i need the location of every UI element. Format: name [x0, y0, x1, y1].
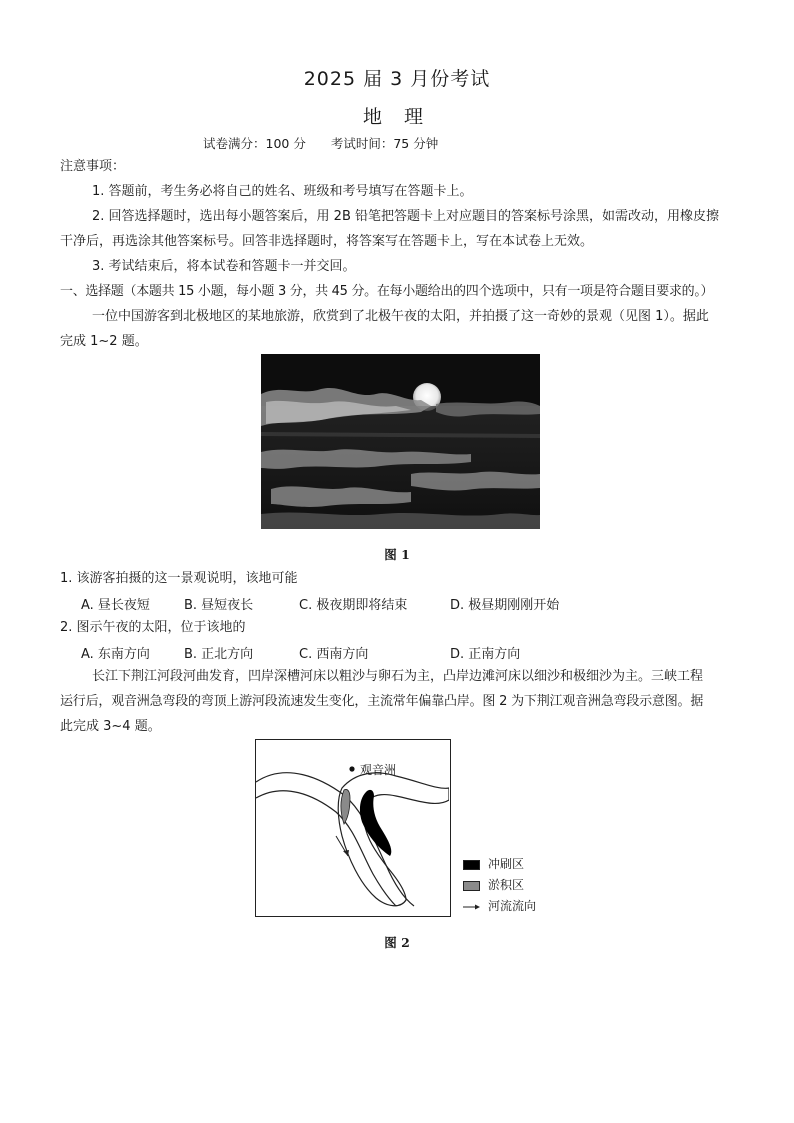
outer-bank	[256, 773, 414, 906]
notice-item-2-line-1: 2. 回答选择题时，选出每小题答案后，用 2B 铅笔把答题卡上对应题目的答案标号涂黑，如需改动，用橡皮擦	[92, 209, 719, 224]
figure-1-caption: 图 1	[384, 547, 410, 562]
guanyinzhou-marker	[349, 766, 354, 771]
river-bend-diagram	[256, 740, 449, 915]
question-2-option-c[interactable]: C. 西南方向	[299, 647, 369, 662]
notice-heading: 注意事项：	[60, 159, 126, 174]
figure-2-caption: 图 2	[384, 935, 410, 950]
notice-item-3: 3. 考试结束后，将本试卷和答题卡一并交回。	[92, 259, 356, 274]
erosion-area	[360, 790, 391, 856]
notice-item-2-line-2: 干净后，再选涂其他答案标号。回答非选择题时，将答案写在答题卡上，写在本试卷上无效。	[60, 234, 594, 249]
river-bend-map	[255, 739, 451, 917]
guanyinzhou-label: 观音洲	[360, 763, 397, 777]
question-1-option-c[interactable]: C. 极夜期即将结束	[299, 598, 408, 613]
legend-flow-label: 河流流向	[488, 899, 537, 913]
question-2-stem: 2. 图示午夜的太阳，位于该地的	[60, 620, 246, 635]
intro-2-line-3: 此完成 3~4 题。	[60, 719, 161, 734]
legend-flow	[463, 897, 536, 914]
question-2-option-b[interactable]: B. 正北方向	[184, 647, 254, 662]
intro-1-line-2: 完成 1~2 题。	[60, 334, 148, 349]
river-channel-outer	[338, 773, 449, 906]
exam-meta: 试卷满分：100 分 考试时间：75 分钟	[203, 136, 439, 151]
question-1-option-b[interactable]: B. 昼短夜长	[184, 598, 254, 613]
deposition-area	[341, 789, 350, 824]
deposition-swatch	[463, 881, 480, 891]
exam-title: 2025 届 3 月份考试	[303, 68, 491, 90]
section-heading: 一、选择题（本题共 15 小题，每小题 3 分，共 45 分。在每小题给出的四个选项中，只有一项是符合题目要求的。）	[60, 284, 714, 299]
legend-erosion	[463, 855, 524, 872]
question-1-stem: 1. 该游客拍摄的这一景观说明，该地可能	[60, 571, 298, 586]
flow-direction-icon	[463, 902, 480, 912]
midnight-sun-scene	[261, 354, 540, 529]
flow-arrow-head	[343, 850, 349, 856]
outer-bank-upper	[256, 791, 396, 906]
question-1-option-a[interactable]: A. 昼长夜短	[81, 598, 150, 613]
question-2-option-d[interactable]: D. 正南方向	[450, 647, 521, 662]
question-1-option-d[interactable]: D. 极昼期刚刚开始	[450, 598, 560, 613]
intro-1-line-1: 一位中国游客到北极地区的某地旅游，欣赏到了北极午夜的太阳，并拍摄了这一奇妙的景观（见图 1）。据此	[92, 309, 709, 324]
erosion-swatch	[463, 860, 480, 870]
legend-deposition-label: 淤积区	[488, 878, 525, 892]
intro-2-line-1: 长江下荆江河段河曲发育，凹岸深槽河床以粗沙与卵石为主，凸岸边滩河床以细沙和极细沙为主。三峡工程	[92, 669, 704, 684]
legend-erosion-label: 冲刷区	[488, 857, 525, 871]
legend-deposition	[463, 876, 524, 893]
question-2-option-a[interactable]: A. 东南方向	[81, 647, 150, 662]
subject-title: 地 理	[362, 106, 432, 128]
midnight-sun-photo	[261, 354, 540, 529]
notice-item-1: 1. 答题前，考生务必将自己的姓名、班级和考号填写在答题卡上。	[92, 184, 473, 199]
intro-2-line-2: 运行后，观音洲急弯段的弯顶上游河段流速发生变化，主流常年偏靠凸岸。图 2 为下荆江观音洲急弯段示意图。据	[60, 694, 704, 709]
